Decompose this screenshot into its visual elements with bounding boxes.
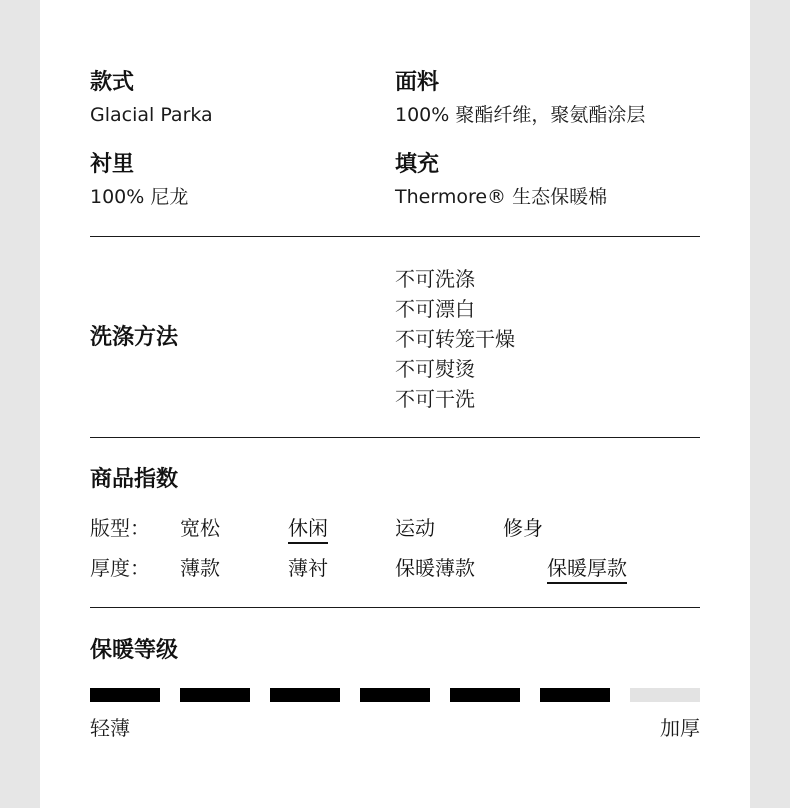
thickness-option-thin: 薄款 <box>180 556 220 580</box>
lining-label: 衬里 <box>90 152 135 177</box>
fabric-label: 面料 <box>395 70 440 95</box>
care-list <box>395 264 645 414</box>
divider <box>90 236 700 237</box>
warmth-segment <box>90 688 160 702</box>
care-item: 不可干洗 <box>395 387 475 411</box>
thickness-label: 厚度： <box>90 556 150 580</box>
warmth-segment <box>630 688 700 702</box>
care-item: 不可熨烫 <box>395 357 475 381</box>
warmth-segment <box>270 688 340 702</box>
warmth-segment <box>180 688 250 702</box>
warmth-min-label: 轻薄 <box>90 716 130 740</box>
warmth-title: 保暖等级 <box>90 638 179 663</box>
fill-label: 填充 <box>395 152 440 177</box>
product-detail-card <box>40 0 750 808</box>
fit-option-sport: 运动 <box>395 516 435 540</box>
lining-value: 100% 尼龙 <box>90 186 189 208</box>
fabric-value: 100% 聚酯纤维，聚氨酯涂层 <box>395 104 646 126</box>
thickness-option-warm-thick: 保暖厚款 <box>547 556 627 584</box>
style-label: 款式 <box>90 70 135 95</box>
index-title: 商品指数 <box>90 467 179 492</box>
warmth-segment <box>540 688 610 702</box>
warmth-segment <box>450 688 520 702</box>
care-item: 不可转笼干燥 <box>395 327 515 351</box>
fit-option-casual: 休闲 <box>288 516 328 544</box>
warmth-segment <box>360 688 430 702</box>
care-item: 不可漂白 <box>395 297 475 321</box>
divider <box>90 437 700 438</box>
fill-value: Thermore® 生态保暖棉 <box>395 186 608 208</box>
fit-option-loose: 宽松 <box>180 516 220 540</box>
fit-label: 版型： <box>90 516 150 540</box>
thickness-option-thin-lined: 薄衬 <box>288 556 328 580</box>
care-title: 洗涤方法 <box>90 325 179 350</box>
fit-option-slim: 修身 <box>503 516 543 540</box>
care-item: 不可洗涤 <box>395 267 475 291</box>
warmth-max-label: 加厚 <box>660 716 700 740</box>
style-value: Glacial Parka <box>90 104 213 126</box>
thickness-option-warm-thin: 保暖薄款 <box>395 556 475 580</box>
divider <box>90 607 700 608</box>
